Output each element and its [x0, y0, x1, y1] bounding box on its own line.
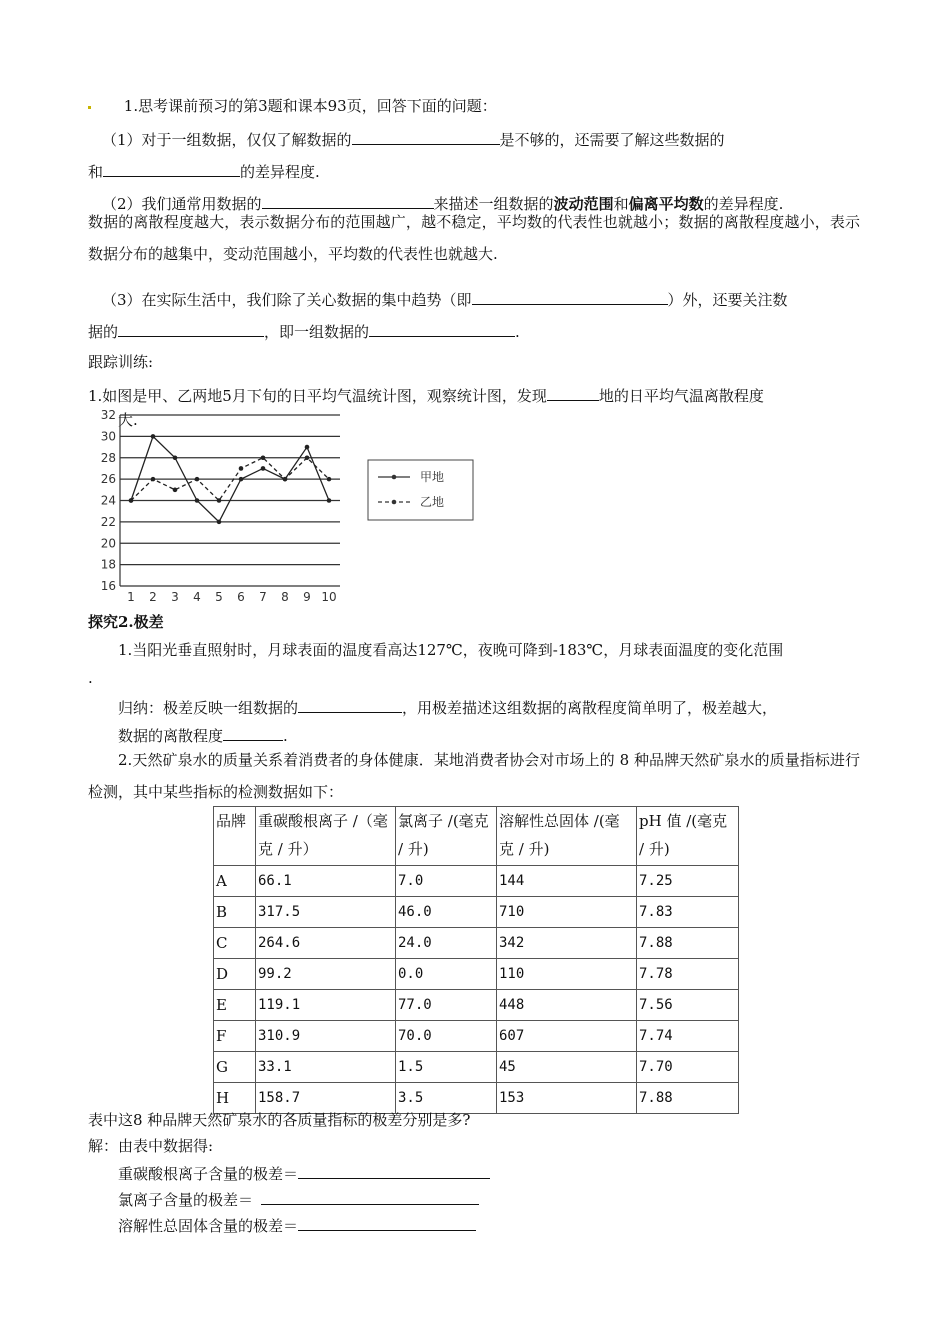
data-point: [239, 477, 244, 482]
answer-blank[interactable]: [352, 128, 500, 145]
cell-ph: 7.78: [637, 959, 739, 990]
cell-brand: G: [214, 1052, 256, 1083]
data-point: [173, 488, 178, 493]
marker-dot: [88, 106, 91, 109]
answer-blank[interactable]: [298, 1214, 476, 1231]
cell-tds: 110: [497, 959, 637, 990]
cell-chloride: 70.0: [396, 1021, 497, 1052]
range-question: 表中这8 种品牌天然矿泉水的各质量指标的极差分别是多?: [88, 1111, 471, 1129]
cell-bicarbonate: 158.7: [256, 1083, 396, 1114]
y-tick-label: 22: [100, 514, 116, 529]
data-point: [305, 455, 310, 460]
legend-label-yi: 乙地: [420, 495, 445, 509]
preview-item-3-line2: 据的 ，即一组数据的 .: [88, 320, 520, 342]
solution-intro: 解：由表中数据得:: [88, 1137, 214, 1155]
range-tds: 溶解性总固体含量的极差＝: [118, 1214, 476, 1236]
table-row: [214, 990, 739, 1021]
chart-legend: [368, 460, 473, 520]
cell-ph: 7.83: [637, 897, 739, 928]
legend-solid-marker: [392, 475, 397, 480]
cell-chloride: 24.0: [396, 928, 497, 959]
y-tick-label: 32: [100, 408, 116, 422]
cell-chloride: 7.0: [396, 866, 497, 897]
cell-tds: 342: [497, 928, 637, 959]
mineral-water-table: [213, 806, 739, 1114]
preview-item-2-line1: （2）我们通常用数据的 来描述一组数据的波动范围和偏离平均数的差异程度.: [102, 192, 783, 214]
x-tick-label: 5: [215, 590, 223, 604]
y-tick-label: 24: [100, 493, 116, 508]
data-point: [283, 477, 288, 482]
table-row: [214, 897, 739, 928]
cell-ph: 7.74: [637, 1021, 739, 1052]
y-tick-label: 28: [100, 450, 116, 465]
cell-ph: 7.88: [637, 928, 739, 959]
data-point: [305, 445, 310, 450]
legend-box: [368, 460, 473, 520]
range-chloride: 氯离子含量的极差＝: [118, 1188, 479, 1210]
y-tick-labels: [101, 408, 116, 593]
answer-blank[interactable]: [547, 384, 599, 401]
cell-bicarbonate: 264.6: [256, 928, 396, 959]
legend-dashed-marker: [392, 500, 397, 505]
cell-brand: B: [214, 897, 256, 928]
y-tick-label: 20: [100, 536, 116, 551]
table-row: [214, 959, 739, 990]
preview-question-1: 1.思考课前预习的第3题和课本93页，回答下面的问题：: [88, 96, 497, 116]
x-tick-label: 1: [127, 590, 135, 604]
table-row: [214, 1052, 739, 1083]
legend-label-jia: 甲地: [420, 470, 445, 484]
table-row: [214, 866, 739, 897]
y-tick-label: 26: [100, 472, 116, 487]
preview-item-2-explanation: 数据的离散程度越大，表示数据分布的范围越广，越不稳定，平均数的代表性也就越小；数据的离散程度越小，表示数据分布的越集中，变动范围越小，平均数的代表性也就越大.: [88, 213, 860, 263]
cell-bicarbonate: 33.1: [256, 1052, 396, 1083]
training-heading: 跟踪训练:: [88, 353, 154, 371]
data-point: [261, 466, 266, 471]
cell-ph: 7.70: [637, 1052, 739, 1083]
data-point: [129, 498, 134, 503]
x-tick-labels: [127, 590, 336, 604]
data-point: [173, 455, 178, 460]
header-tds: 溶解性总固体 /(毫克 / 升): [497, 807, 637, 866]
cell-chloride: 0.0: [396, 959, 497, 990]
answer-blank[interactable]: [103, 160, 240, 177]
data-point: [151, 477, 156, 482]
summary-line-2: 数据的离散程度 .: [118, 724, 288, 746]
header-bicarbonate: 重碳酸根离子 /（毫克 / 升）: [256, 807, 396, 866]
cell-brand: D: [214, 959, 256, 990]
data-point: [151, 434, 156, 439]
y-tick-label: 16: [100, 579, 116, 593]
cell-bicarbonate: 310.9: [256, 1021, 396, 1052]
preview-item-1-line2: 和 的差异程度.: [88, 160, 320, 182]
cell-ph: 7.88: [637, 1083, 739, 1114]
x-tick-label: 9: [303, 590, 311, 604]
data-point: [195, 477, 200, 482]
cell-tds: 607: [497, 1021, 637, 1052]
header-chloride: 氯离子 /(毫克 / 升): [396, 807, 497, 866]
cell-bicarbonate: 317.5: [256, 897, 396, 928]
cell-tds: 710: [497, 897, 637, 928]
data-point: [239, 466, 244, 471]
answer-blank[interactable]: [298, 696, 402, 713]
table-row: [214, 1083, 739, 1114]
table-row: [214, 928, 739, 959]
data-point: [217, 498, 222, 503]
cell-ph: 7.25: [637, 866, 739, 897]
preview-item-3-line1: （3）在实际生活中，我们除了关心数据的集中趋势（即 ）外，还要关注数: [102, 288, 788, 310]
cell-tds: 144: [497, 866, 637, 897]
answer-blank[interactable]: [298, 1162, 490, 1179]
cell-tds: 45: [497, 1052, 637, 1083]
training-question-1: 1.如图是甲、乙两地5月下旬的日平均气温统计图，观察统计图，发现 地的日平均气温离散程度: [88, 384, 764, 406]
x-tick-label: 4: [193, 590, 201, 604]
table-header-row: [214, 807, 739, 866]
table-body: [214, 866, 739, 1114]
cell-brand: A: [214, 866, 256, 897]
preview-item-1-line1: （1）对于一组数据，仅仅了解数据的 是不够的，还需要了解这些数据的: [102, 128, 725, 150]
cell-chloride: 77.0: [396, 990, 497, 1021]
x-tick-label: 2: [149, 590, 157, 604]
data-point: [195, 498, 200, 503]
answer-blank[interactable]: [261, 1188, 479, 1205]
answer-blank[interactable]: [118, 320, 264, 337]
cell-ph: 7.56: [637, 990, 739, 1021]
cell-tds: 448: [497, 990, 637, 1021]
summary-line-1: 归纳：极差反映一组数据的 ，用极差描述这组数据的离散程度简单明了，极差越大，: [118, 696, 777, 718]
explore-question-1: 1.当阳光垂直照射时，月球表面的温度看高达127℃，夜晚可降到-183℃，月球表面温度的变化范围: [118, 641, 784, 659]
cell-bicarbonate: 66.1: [256, 866, 396, 897]
cell-chloride: 1.5: [396, 1052, 497, 1083]
answer-blank[interactable]: [223, 724, 283, 741]
explore-question-1-dot: .: [88, 669, 93, 687]
cell-brand: F: [214, 1021, 256, 1052]
answer-blank[interactable]: [472, 288, 668, 305]
y-tick-label: 30: [100, 429, 116, 444]
cell-bicarbonate: 119.1: [256, 990, 396, 1021]
cell-chloride: 3.5: [396, 1083, 497, 1114]
range-bicarbonate: 重碳酸根离子含量的极差＝: [118, 1162, 490, 1184]
temperature-line-chart: [88, 405, 488, 605]
x-tick-label: 3: [171, 590, 179, 604]
cell-tds: 153: [497, 1083, 637, 1114]
header-brand: 品牌: [214, 807, 256, 866]
table-row: [214, 1021, 739, 1052]
header-ph: pH 值 /(毫克 / 升): [637, 807, 739, 866]
data-point: [217, 520, 222, 525]
training-question-1-end: 大.: [118, 411, 138, 429]
cell-brand: C: [214, 928, 256, 959]
cell-brand: H: [214, 1083, 256, 1114]
x-tick-label: 10: [321, 590, 337, 604]
x-tick-label: 7: [259, 590, 267, 604]
explore-question-2: 2.天然矿泉水的质量关系着消费者的身体健康．某地消费者协会对市场上的 8 种品牌天然矿泉水的质量指标进行检测，其中某些指标的检测数据如下：: [88, 751, 860, 801]
x-tick-label: 6: [237, 590, 245, 604]
data-point: [327, 477, 332, 482]
cell-bicarbonate: 99.2: [256, 959, 396, 990]
data-point: [327, 498, 332, 503]
explore-heading: 探究2.极差: [88, 613, 164, 631]
answer-blank[interactable]: [369, 320, 515, 337]
x-tick-label: 8: [281, 590, 289, 604]
cell-chloride: 46.0: [396, 897, 497, 928]
y-tick-label: 18: [100, 557, 116, 572]
cell-brand: E: [214, 990, 256, 1021]
data-point: [261, 455, 266, 460]
